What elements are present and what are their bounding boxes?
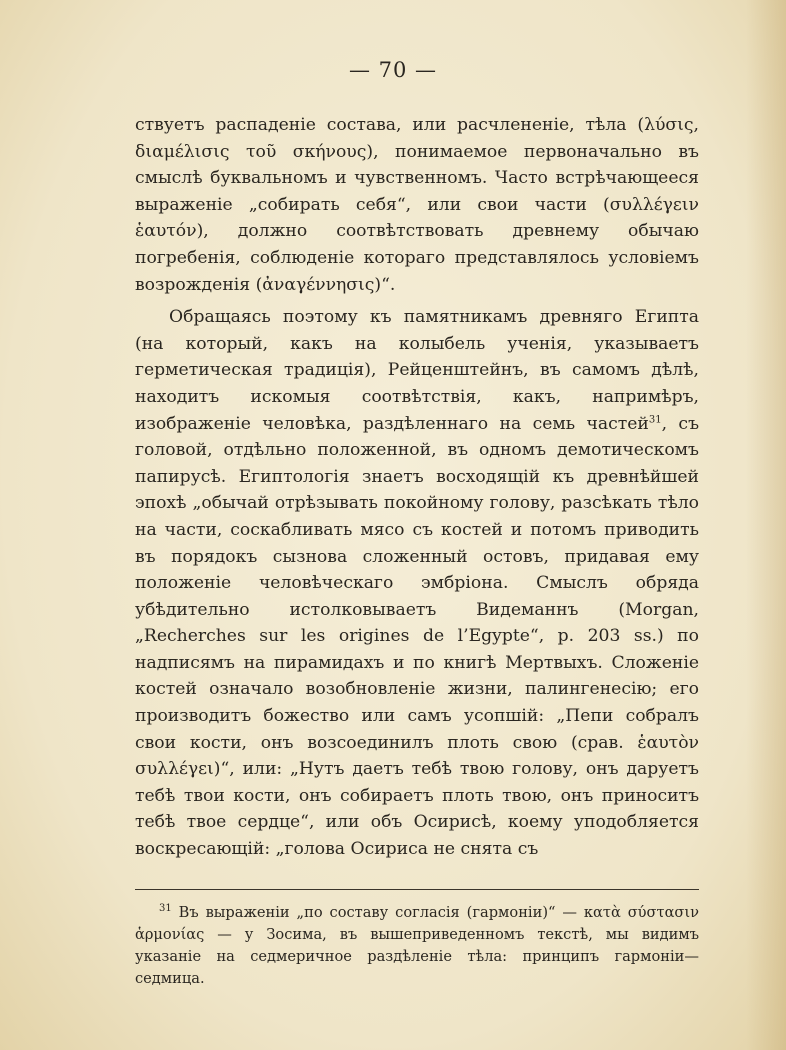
footnote-text: Въ выраженіи „по составу согласія (гармоніи)“ — κατὰ σύστασιν ἁρμονίας — у Зосима, въ вышеприведенномъ текстѣ, мы видимъ указаніе на седмеричное раздѣленіе тѣла: принципъ гармоніи—седмица. <box>135 904 699 987</box>
footnote-mark: 31 <box>159 903 172 915</box>
paragraph-2-part-b: , съ головой, отдѣльно положенной, въ одномъ демотическомъ папирусѣ. Египтологія знаетъ восходящій къ древнѣйшей эпохѣ „обычай отрѣзывать покойному голову, разсѣкать тѣло на части, соскабливать мясо съ костей и потомъ приводить въ порядокъ сызнова сложенный остовъ, придавая ему положеніе человѣческаго эмбріона. Смыслъ обряда убѣдительно истолковываетъ Видеманнъ (Morgan, „Recherches sur les origines de l’Egypte“, p. 203 ss.) по надписямъ на пирамидахъ и по книгѣ Мертвыхъ. Сложеніе костей означало возобновленіе жизни, палингенесію; его производитъ божество или самъ усопшій: „Пепи собралъ свои кости, онъ возсоединилъ плоть свою (срав. ἑαυτὸν συλλέγει)“, или: „Нутъ даетъ тебѣ твою голову, онъ даруетъ тебѣ твои кости, онъ собираетъ плоть твою, онъ приноситъ тебѣ твое сердце“, или объ Осирисѣ, коему уподобляется воскресающій: „голова Осириса не снята съ <box>135 413 699 860</box>
paragraph-1: ствуетъ распаденіе состава, или расчлененіе, тѣла (λύσις, διαμέλισις τοῦ σκήνους), понимаемое первоначально въ смыслѣ буквальномъ и чувственномъ. Часто встрѣчающееся выраженіе „собирать себя“, или свои части (συλλέγειν ἑαυτόν), должно соотвѣтствовать древнему обычаю погребенія, соблюденіе котораго представлялось условіемъ возрожденія (ἀναγέννησις)“. <box>135 115 699 295</box>
paragraph-2 <box>135 304 699 862</box>
footnote-reference[interactable]: 31 <box>648 413 662 425</box>
footnote <box>135 902 699 990</box>
main-text <box>135 112 699 863</box>
page-edge-shadow <box>746 0 786 1050</box>
paragraph-2-part-a: Обращаясь поэтому къ памятникамъ древняго Египта (на который, какъ на колыбель ученія, указываетъ герметическая традиція), Рейценштейнъ, въ самомъ дѣлѣ, находитъ искомыя соотвѣтствія, какъ, напримѣръ, изображеніе человѣка, раздѣленнаго на семь частей <box>135 307 699 434</box>
footnote-divider <box>135 889 699 890</box>
page-number: — 70 — <box>348 58 438 82</box>
